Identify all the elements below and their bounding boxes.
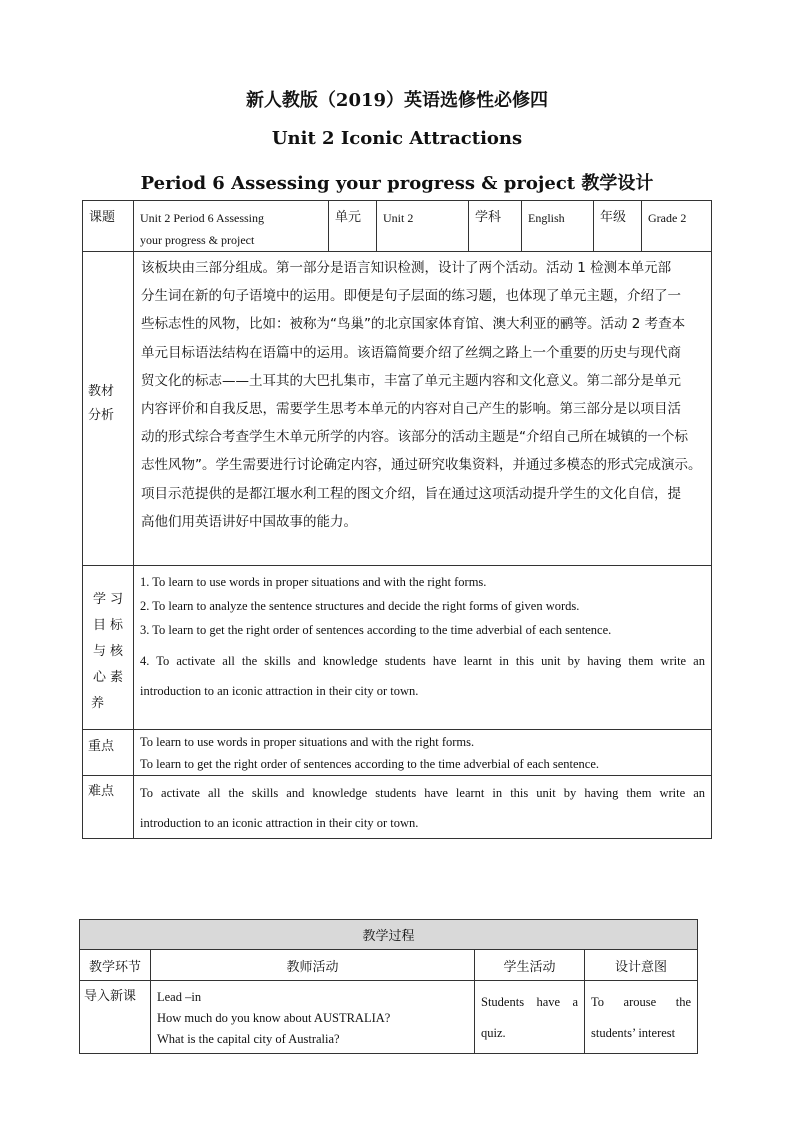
analysis-line: 项目示范提供的是都江堰水利工程的图文介绍，旨在通过这项活动提升学生的文化自信，提 bbox=[141, 485, 681, 502]
teaching-process-table bbox=[79, 919, 698, 1054]
analysis-line: 单元目标语法结构在语篇中的运用。该语篇简要介绍了丝绸之路上一个重要的历史与现代商 bbox=[141, 344, 681, 361]
lesson-value bbox=[134, 201, 329, 252]
lesson-line: Unit 2 Period 6 Assessing bbox=[140, 211, 265, 225]
difficulty-label: 难点 bbox=[83, 776, 134, 839]
col-student: 学生活动 bbox=[475, 950, 585, 981]
grade-value: Grade 2 bbox=[642, 201, 712, 252]
design-purpose-cell bbox=[585, 981, 698, 1054]
subject-label: 学科 bbox=[469, 201, 522, 252]
teacher-line: What is the capital city of Australia? bbox=[157, 1032, 340, 1046]
analysis-line: 该板块由三部分组成。第一部分是语言知识检测，设计了两个活动。活动 1 检测本单元部 bbox=[141, 260, 672, 276]
key-points-content bbox=[134, 730, 712, 776]
document-title: 新人教版（2019）英语选修性必修四 bbox=[245, 90, 549, 111]
col-stage: 教学环节 bbox=[80, 950, 151, 981]
difficulty-point: To activate all the skills and knowledge students have learnt in this unit by having them write an bbox=[140, 786, 705, 800]
grade-label: 年级 bbox=[594, 201, 642, 252]
lesson-info-table bbox=[82, 200, 712, 839]
lesson-line: your progress & project bbox=[140, 233, 255, 247]
unit-value: Unit 2 bbox=[377, 201, 469, 252]
key-points-row bbox=[83, 730, 712, 776]
process-title: 教学过程 bbox=[80, 920, 698, 950]
analysis-label: 教材 分析 bbox=[83, 252, 134, 566]
key-points-label: 重点 bbox=[83, 730, 134, 776]
key-point: To learn to use words in proper situations and with the right forms. bbox=[140, 735, 475, 749]
objective-item: 3. To learn to get the right order of sentences according to the time adverbial of each sentence. bbox=[140, 623, 612, 637]
period-title: Period 6 Assessing your progress & project 教学设计 bbox=[140, 173, 654, 194]
col-teacher: 教师活动 bbox=[151, 950, 475, 981]
analysis-line: 些标志性的风物，比如：被称为“鸟巢”的北京国家体育馆、澳大利亚的鹂等。活动 2 考查本 bbox=[141, 316, 686, 333]
process-title-row bbox=[80, 920, 698, 950]
objective-item: introduction to an iconic attraction in their city or town. bbox=[140, 684, 419, 698]
unit-title: Unit 2 Iconic Attractions bbox=[271, 128, 523, 149]
key-point: To learn to get the right order of sentences according to the time adverbial of each sentence. bbox=[140, 757, 600, 771]
objectives-row bbox=[83, 566, 712, 730]
analysis-line: 动的形式综合考查学生木单元所学的内容。该部分的活动主题是“介绍自己所在城镇的一个标 bbox=[141, 429, 688, 446]
student-activity-cell bbox=[475, 981, 585, 1054]
lesson-label: 课题 bbox=[83, 201, 134, 252]
purpose-line: To arouse the bbox=[591, 995, 692, 1009]
analysis-line: 志性风物”。学生需要进行讨论确定内容，通过研究收集资料，并通过多模态的形式完成演示。 bbox=[141, 457, 702, 474]
subject-value: English bbox=[522, 201, 594, 252]
analysis-line: 高他们用英语讲好中国故事的能力。 bbox=[141, 513, 357, 530]
lesson-row bbox=[83, 201, 712, 252]
objectives-content bbox=[134, 566, 712, 730]
student-line: Students have a bbox=[481, 995, 578, 1009]
teacher-activity-cell bbox=[151, 981, 475, 1054]
analysis-line: 分生词在新的句子语境中的运用。即便是句子层面的练习题，也体现了单元主题，介绍了一 bbox=[141, 288, 681, 305]
analysis-line: 内容评价和自我反思，需要学生思考本单元的内容对自己产生的影响。第三部分是以项目活 bbox=[141, 401, 681, 418]
student-line: quiz. bbox=[481, 1026, 506, 1040]
objective-item: 4. To activate all the skills and knowledge students have learnt in this unit by having them write an bbox=[140, 654, 705, 668]
analysis-line: 贸文化的标志——土耳其的大巴扎集市，丰富了单元主题内容和文化意义。第二部分是单元 bbox=[141, 372, 681, 389]
difficulty-content bbox=[134, 776, 712, 839]
objective-item: 1. To learn to use words in proper situations and with the right forms. bbox=[140, 575, 487, 589]
col-purpose: 设计意图 bbox=[585, 950, 698, 981]
objectives-label: 学 习 目 标 与 核 心 素 养 bbox=[83, 566, 134, 730]
teacher-line: Lead –in bbox=[157, 990, 202, 1004]
stage-cell: 导入新课 bbox=[80, 981, 151, 1054]
analysis-row bbox=[83, 252, 712, 566]
difficulty-point: introduction to an iconic attraction in their city or town. bbox=[140, 816, 419, 830]
objective-item: 2. To learn to analyze the sentence structures and decide the right forms of given words. bbox=[140, 599, 580, 613]
process-row bbox=[80, 981, 698, 1054]
unit-label: 单元 bbox=[329, 201, 377, 252]
analysis-content bbox=[134, 252, 712, 566]
teacher-line: How much do you know about AUSTRALIA? bbox=[157, 1011, 391, 1025]
process-header-row bbox=[80, 950, 698, 981]
purpose-line: students’ interest bbox=[591, 1026, 676, 1040]
difficulty-row bbox=[83, 776, 712, 839]
